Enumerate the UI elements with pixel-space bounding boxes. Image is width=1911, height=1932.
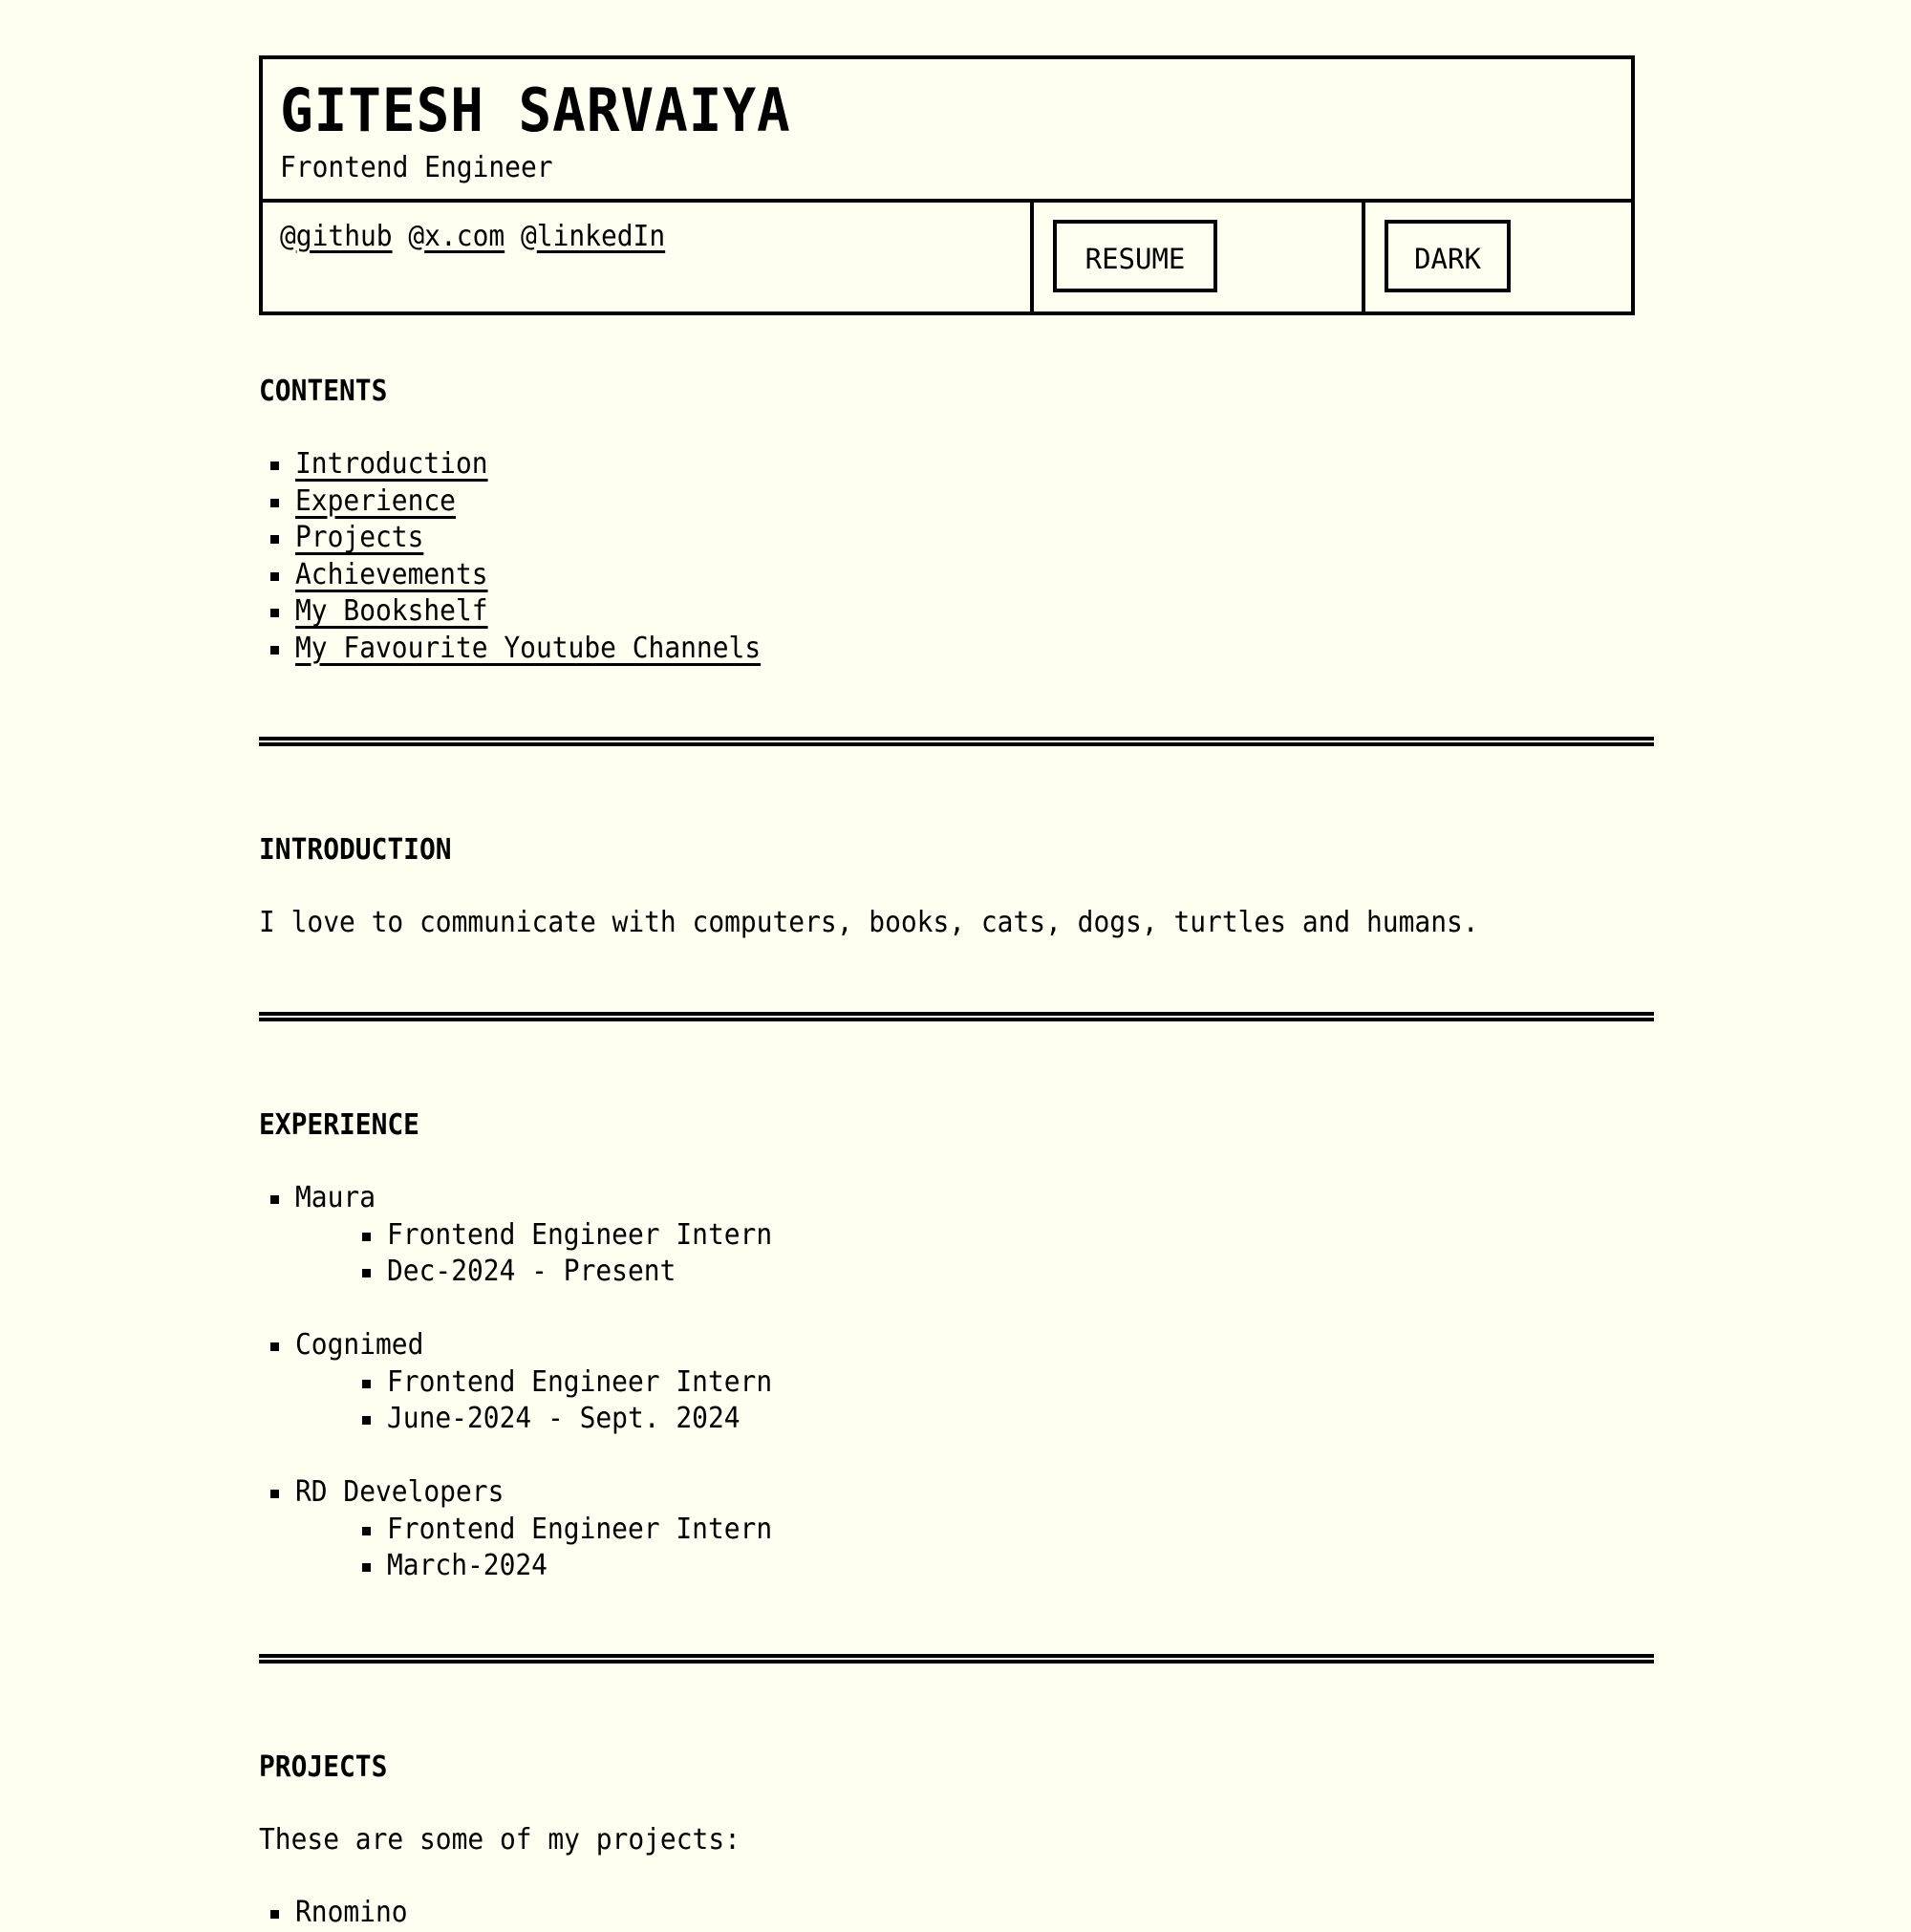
experience-item [259, 1327, 801, 1438]
contents-item [259, 631, 796, 668]
dark-mode-toggle[interactable]: DARK [1385, 220, 1511, 292]
experience-item [259, 1180, 801, 1291]
experience-list [259, 1180, 801, 1291]
contents-heading: CONTENTS [259, 375, 388, 408]
projects-intro: These are some of my projects: [259, 1823, 741, 1857]
theme-cell [1365, 199, 1631, 311]
contents-link-bookshelf[interactable]: My Bookshelf [295, 594, 488, 628]
experience-heading: EXPERIENCE [259, 1108, 419, 1142]
projects-heading: PROJECTS [259, 1750, 388, 1784]
header-actions-row [263, 199, 1631, 311]
experience-item [259, 1474, 801, 1585]
experience-period [295, 1548, 801, 1585]
experience-period [295, 1254, 801, 1291]
job-title: Frontend Engineer [280, 151, 553, 184]
contents-item [259, 593, 796, 631]
period-text: March-2024 [387, 1549, 548, 1582]
role-text: Frontend Engineer Intern [387, 1512, 773, 1546]
company-name: RD Developers [295, 1475, 505, 1509]
section-divider [259, 1012, 1654, 1021]
section-divider [259, 1654, 1654, 1664]
period-text: Dec-2024 - Present [387, 1255, 676, 1288]
contents-item [259, 483, 796, 521]
contents-link-introduction[interactable]: Introduction [295, 447, 488, 481]
social-links-cell [263, 199, 1034, 311]
github-link[interactable]: github [295, 220, 393, 253]
period-text: June-2024 - Sept. 2024 [387, 1402, 741, 1435]
contents-list [259, 446, 796, 667]
section-divider [259, 737, 1654, 746]
profile-header [259, 55, 1635, 315]
introduction-heading: INTRODUCTION [259, 833, 452, 867]
contents-link-youtube-channels[interactable]: My Favourite Youtube Channels [295, 631, 762, 665]
contents-item [259, 520, 796, 557]
company-name: Cognimed [295, 1328, 424, 1362]
contents-link-projects[interactable]: Projects [295, 521, 424, 554]
project-name: Rnomino [295, 1896, 408, 1929]
company-name: Maura [295, 1181, 376, 1214]
x-link[interactable]: x.com [424, 220, 505, 253]
experience-period [295, 1401, 801, 1438]
at-prefix: @ [280, 220, 296, 253]
contents-item [259, 557, 796, 594]
experience-list [259, 1474, 801, 1585]
at-prefix: @ [520, 220, 537, 253]
resume-cell [1034, 199, 1365, 311]
at-prefix: @ [408, 220, 425, 253]
contents-link-experience[interactable]: Experience [295, 483, 456, 518]
projects-list [259, 1895, 416, 1932]
introduction-text: I love to communicate with computers, books, cats, dogs, turtles and humans. [259, 906, 1479, 939]
linkedin-link[interactable]: linkedIn [536, 220, 666, 253]
experience-list [259, 1327, 801, 1438]
contents-item [259, 446, 796, 483]
experience-role [295, 1512, 801, 1549]
resume-button[interactable]: RESUME [1053, 220, 1217, 292]
experience-role [295, 1217, 801, 1255]
contents-link-achievements[interactable]: Achievements [295, 557, 488, 591]
experience-role [295, 1364, 801, 1402]
social-links [280, 218, 665, 256]
role-text: Frontend Engineer Intern [387, 1217, 773, 1252]
page-title: GITESH SARVAIYA [280, 75, 791, 145]
project-item [259, 1895, 416, 1932]
header-title-area [263, 59, 1631, 203]
role-text: Frontend Engineer Intern [387, 1364, 773, 1399]
